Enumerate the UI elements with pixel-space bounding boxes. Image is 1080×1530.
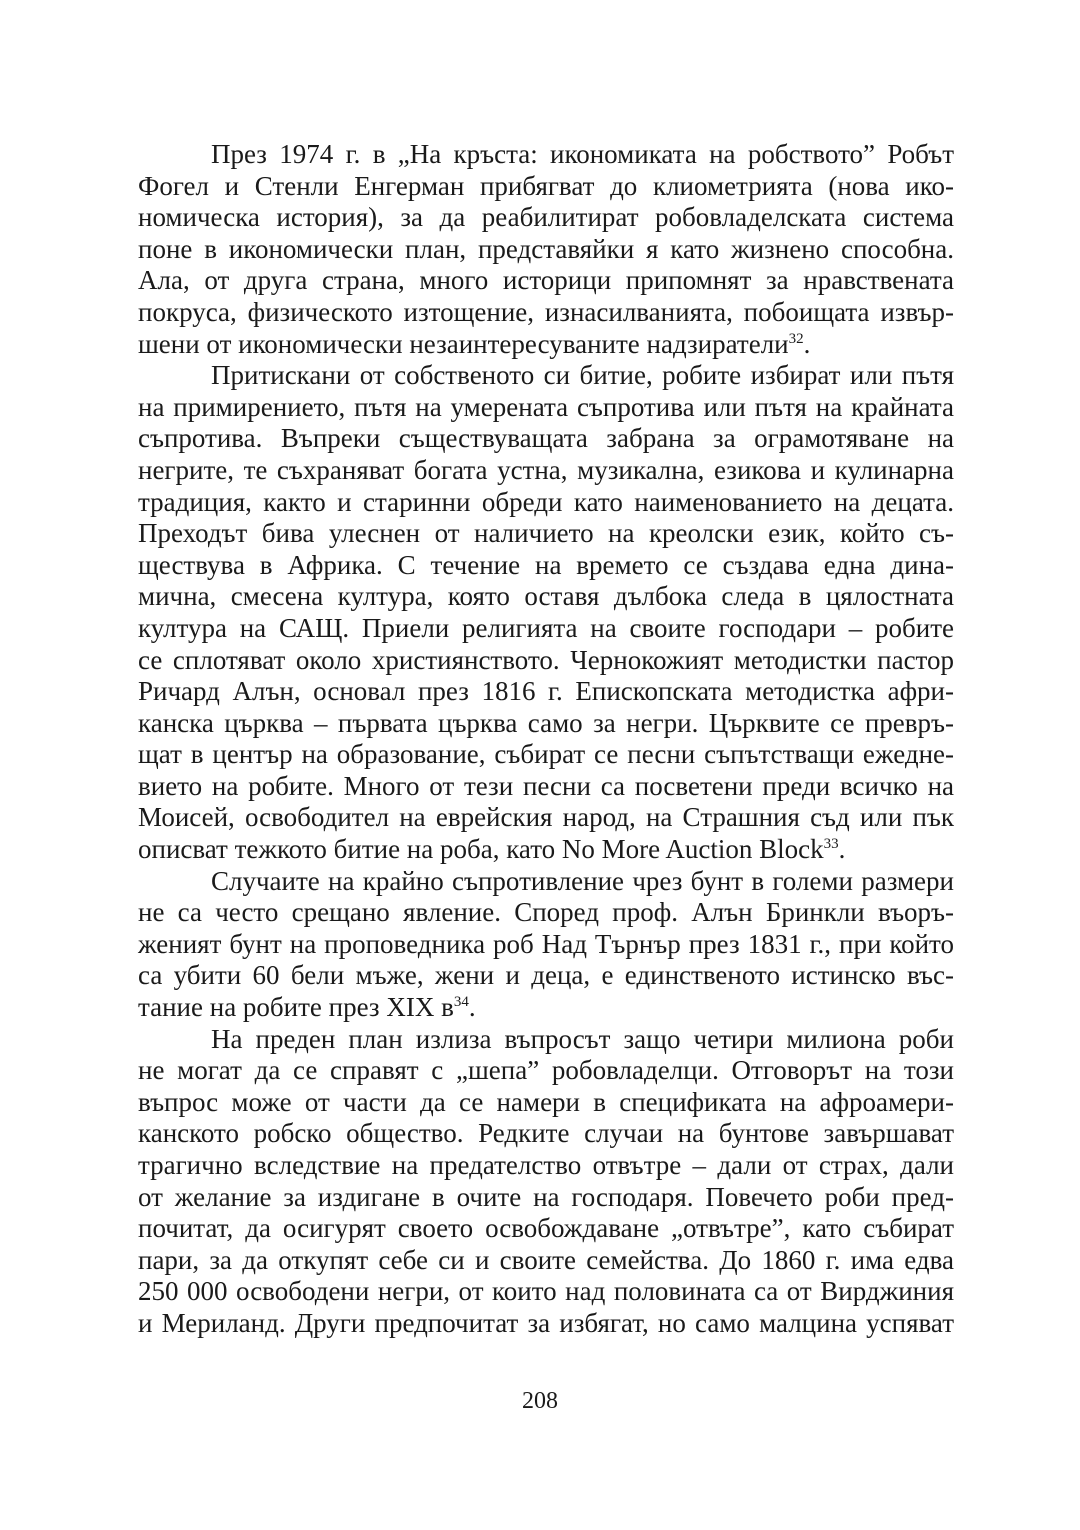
text-line: и Мериланд. Други предпочитат за избягат, но само малцина успяват <box>138 1307 954 1338</box>
text-line-content: описват тежкото битие на роба, като No More Auction Block <box>138 834 824 865</box>
text-line: мична, смесена култура, която оставя дълбока следа в цялостната <box>138 581 954 612</box>
text-line: поне в икономически план, представяйки я като жизнено способна. <box>138 233 954 264</box>
text-line: Притискани от собственото си битие, робите избират или пътя <box>211 360 954 391</box>
text-line: негрите, те съхраняват богата устна, музикална, езикова и кулинарна <box>138 454 954 485</box>
text-line: вието на робите. Много от тези песни са посветени преди всичко на <box>138 770 954 801</box>
sentence-end: . <box>803 328 811 359</box>
text-line: почитат, да осигурят своето освобождаване „отвътре”, като събират <box>138 1213 954 1244</box>
text-line: На преден план излиза въпросът защо четири милиона роби <box>211 1023 954 1054</box>
text-line: През 1974 г. в „На кръста: икономиката на робството” Робът <box>211 139 954 169</box>
text-line <box>138 834 954 866</box>
paragraph-2 <box>138 360 954 866</box>
footnote-ref-34: 34 <box>453 994 469 1011</box>
text-line: трагично вследствие на предателство отвътре – дали от страх, дали <box>138 1150 954 1180</box>
book-page-body <box>138 139 954 1340</box>
paragraph-4 <box>138 1024 954 1340</box>
page-number: 208 <box>522 1388 558 1414</box>
text-line: Ала, от друга страна, много историци припомнят за нравствената <box>138 265 954 296</box>
text-line: Случаите на крайно съпротивление чрез бунт в големи размери <box>211 865 954 896</box>
text-line: традиция, както и старинни обреди като наименованието на децата. <box>138 486 954 517</box>
text-line: ществува в Африка. С течение на времето се създава една дина- <box>138 549 954 580</box>
text-line: не могат да се справят с „шепа” робовладелци. Отговорът на този <box>138 1055 954 1086</box>
text-line: канска църква – първата църква само за негри. Църквите се превръ- <box>138 707 954 738</box>
text-line: щат в център на образование, събират се песни съпътстващи ежедне- <box>138 739 954 770</box>
text-line: съпротива. Въпреки съществуващата забрана за ограмотяване на <box>138 423 954 454</box>
sentence-end: . <box>838 834 846 865</box>
text-line: се сплотяват около християнството. Чернокожият методистки пастор <box>138 644 954 675</box>
text-line: не са често срещано явление. Според проф. Алън Бринкли въоръ- <box>138 897 954 928</box>
paragraph-1 <box>138 139 954 360</box>
text-line-content: тание на робите през XIX в <box>138 992 454 1023</box>
text-line: Ричард Алън, основал през 1816 г. Епископската методистка афри- <box>138 676 954 707</box>
text-line: Моисей, освободител на еврейския народ, на Страшния съд или пък <box>138 802 954 833</box>
text-line: покруса, физическото изтощение, изнасилванията, побоищата извър- <box>138 296 954 327</box>
footnote-ref-32: 32 <box>788 330 804 347</box>
text-line: 250 000 освободени негри, от които над половината са от Вирджиния <box>138 1276 954 1307</box>
text-line: са убити 60 бели мъже, жени и деца, е единственото истинско въс- <box>138 960 954 991</box>
text-line: Преходът бива улеснен от наличието на креолски език, който съ- <box>138 518 954 549</box>
text-line: женият бунт на проповедника роб Над Търнър през 1831 г., при който <box>138 928 954 959</box>
text-line-content: шени от икономически незаинтересуваните надзиратели <box>138 328 789 359</box>
text-line: канското робско общество. Редките случаи на бунтове завършават <box>138 1118 954 1149</box>
text-line <box>138 329 954 361</box>
text-line: номическа история), за да реабилитират робовладелската система <box>138 202 954 233</box>
sentence-end: . <box>468 992 476 1023</box>
text-line: култура на САЩ. Приели религията на своите господари – робите <box>138 612 954 643</box>
text-line: Фогел и Стенли Енгерман прибягват до клиометрията (нова ико- <box>138 170 954 201</box>
text-line: въпрос може от части да се намери в спецификата на афроамери- <box>138 1086 954 1117</box>
footnote-ref-33: 33 <box>823 836 839 853</box>
text-line: на примирението, пътя на умерената съпротива или пътя на крайната <box>138 391 954 422</box>
text-line <box>138 992 954 1024</box>
text-line: от желание за издигане в очите на господаря. Повечето роби пред- <box>138 1181 954 1212</box>
text-line: пари, за да откупят себе си и своите семейства. До 1860 г. има едва <box>138 1244 954 1275</box>
paragraph-3 <box>138 866 954 1024</box>
